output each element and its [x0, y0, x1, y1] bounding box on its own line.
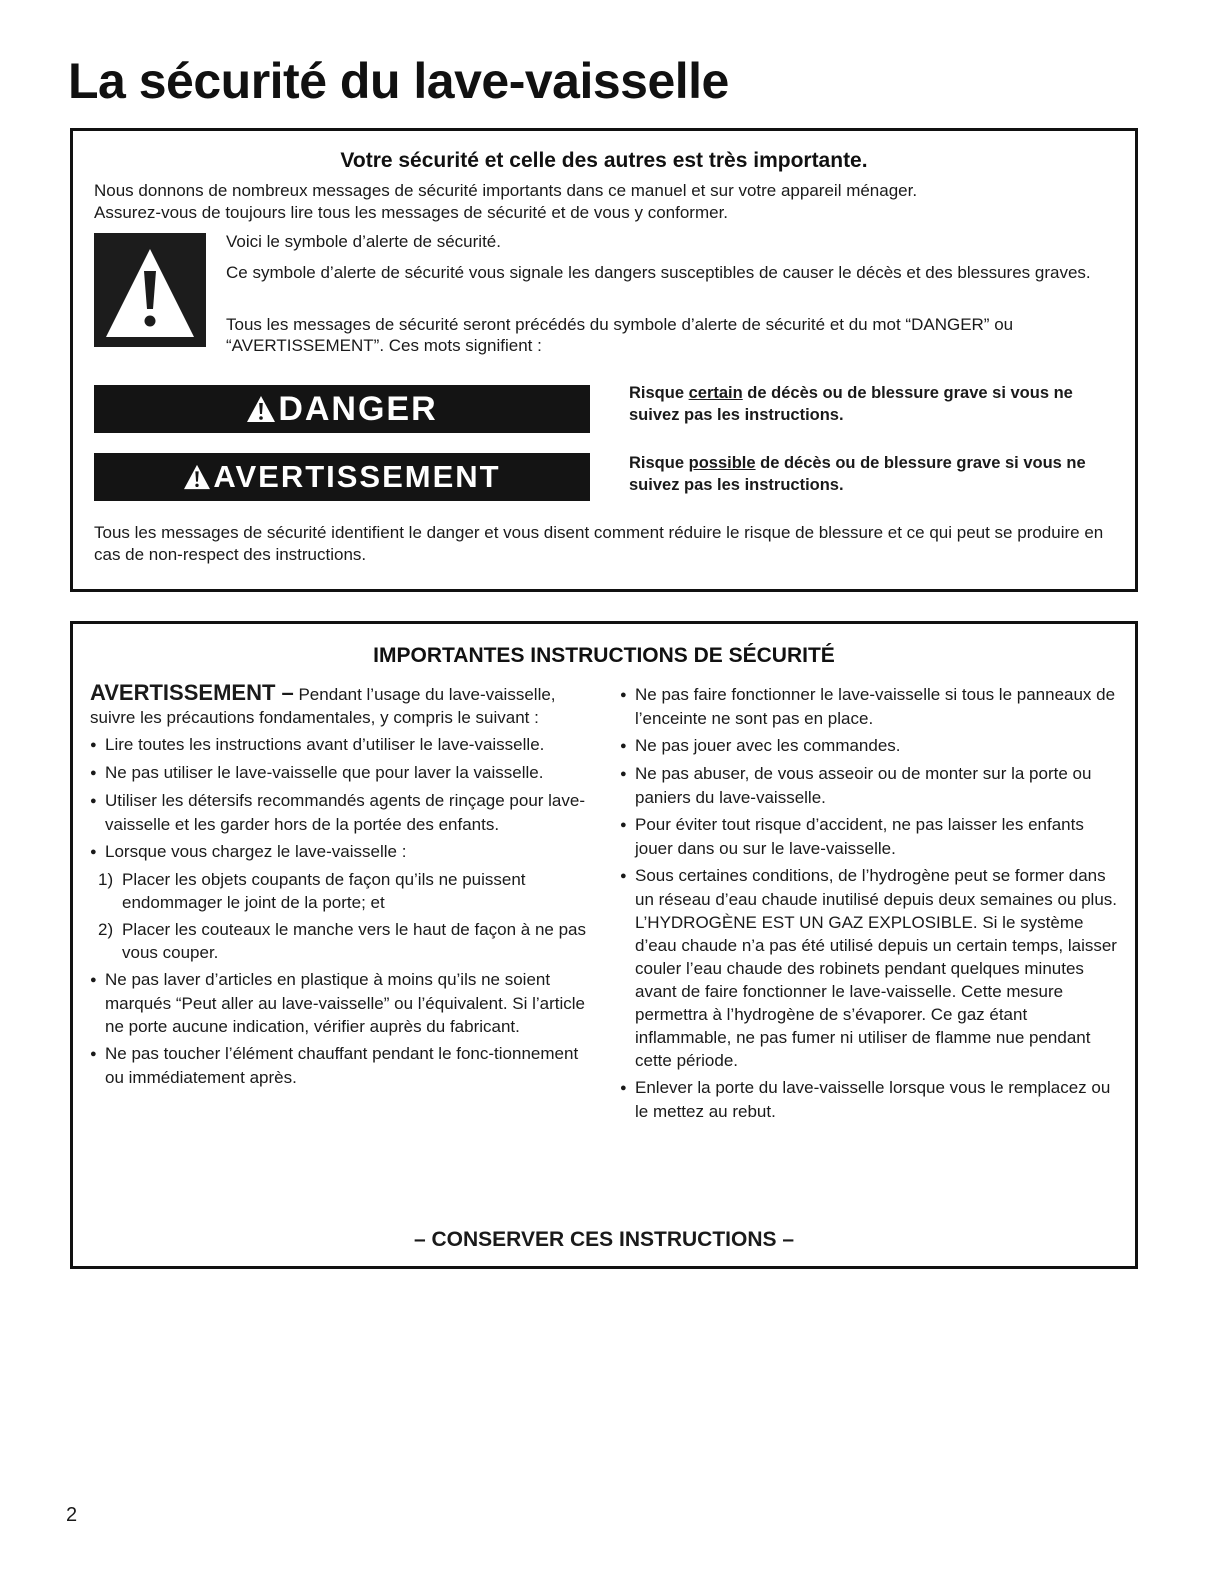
- warning-desc-emphasis: possible: [688, 454, 756, 472]
- bullet-icon: ●: [90, 974, 97, 986]
- danger-desc-post: de décès ou de blessure grave si vous ne suivez pas les instructions.: [629, 384, 1073, 424]
- bullet-icon: ●: [90, 739, 97, 751]
- bullet-icon: ●: [90, 795, 97, 807]
- bullet-icon: ●: [620, 870, 627, 882]
- safety-message-box: [70, 128, 1138, 592]
- warning-text: Pendant l’usage du lave-vaisselle, suivre les précautions fondamentales, y compris le suivant :: [90, 685, 556, 727]
- warning-description: [629, 452, 1109, 496]
- warning-word: AVERTISSEMENT –: [90, 680, 294, 705]
- safety-alert-icon: [94, 233, 206, 347]
- warning-desc-post: de décès ou de blessure grave si vous ne suivez pas les instructions.: [629, 454, 1086, 494]
- numbered-sub-item: 2) Placer les couteaux le manche vers le haut de façon à ne pas vous couper.: [98, 920, 587, 962]
- list-item: ● Ne pas utiliser le lave-vaisselle que pour laver la vaisselle.: [90, 761, 590, 785]
- alert-triangle-icon: [246, 395, 276, 423]
- keep-instructions-note: – CONSERVER CES INSTRUCTIONS –: [413, 1228, 795, 1251]
- instructions-heading: IMPORTANTES INSTRUCTIONS DE SÉCURITÉ: [373, 644, 835, 667]
- list-item: ● Pour éviter tout risque d’accident, ne pas laisser les enfants jouer dans ou sur le lave-vaisselle.: [620, 815, 1084, 858]
- list-item: ● Lorsque vous chargez le lave-vaisselle :: [90, 840, 590, 864]
- list-item: ● Enlever la porte du lave-vaisselle lorsque vous le remplacez ou le mettez au rebut.: [620, 1078, 1111, 1121]
- intro-line-2: Assurez-vous de toujours lire tous les messages de sécurité et de vous y conformer.: [94, 203, 729, 222]
- symbol-text-3: Tous les messages de sécurité seront précédés du symbole d’alerte de sécurité et du mot “DANGER” ou “AVERTISSEMENT”. Ces mots signifient :: [226, 315, 1014, 355]
- bullet-icon: ●: [620, 740, 627, 752]
- list-item: ● Ne pas jouer avec les commandes.: [620, 734, 1120, 758]
- list-item: ● Ne pas abuser, de vous asseoir ou de monter sur la porte ou paniers du lave-vaisselle.: [620, 764, 1092, 807]
- bullet-icon: ●: [90, 767, 97, 779]
- page-number: 2: [66, 1504, 78, 1526]
- list-item: ● Lire toutes les instructions avant d’utiliser le lave-vaisselle.: [90, 733, 590, 757]
- symbol-text-2: Ce symbole d’alerte de sécurité vous signale les dangers susceptibles de causer le décès et des blessures graves.: [226, 263, 1091, 282]
- bullet-icon: ●: [620, 689, 627, 701]
- safety-heading: Votre sécurité et celle des autres est très importante.: [340, 149, 868, 172]
- numbered-sub-item: 1) Placer les objets coupants de façon qu’ils ne puissent endommager le joint de la porte; et: [98, 870, 526, 912]
- warning-desc-pre: Risque: [629, 454, 689, 472]
- instructions-right-column: [620, 681, 1120, 1123]
- danger-signal-bar: [94, 385, 590, 433]
- bullet-icon: ●: [90, 1048, 97, 1060]
- danger-desc-pre: Risque: [629, 384, 689, 402]
- page-title: La sécurité du lave-vaisselle: [68, 53, 729, 109]
- instructions-left-column: [90, 681, 590, 1089]
- list-item: ● Utiliser les détersifs recommandés agents de rinçage pour lave-vaisselle et les garder hors de la portée des enfants.: [90, 791, 586, 834]
- intro-line-1: Nous donnons de nombreux messages de sécurité importants dans ce manuel et sur votre appareil ménager.: [94, 181, 918, 200]
- warning-paragraph: [90, 681, 590, 729]
- bullet-icon: ●: [620, 1082, 627, 1094]
- danger-description: [629, 382, 1109, 426]
- list-item: ● Ne pas laver d’articles en plastique à moins qu’ils ne soient marqués “Peut aller au lave-vaisselle” ou l’équivalent. Si l’article ne porte aucune indication, vérifier auprès du fabricant.: [90, 970, 586, 1036]
- instructions-box: [70, 621, 1138, 1269]
- list-item: ● Ne pas faire fonctionner le lave-vaisselle si tous le panneaux de l’enceinte ne sont pas en place.: [620, 685, 1116, 728]
- list-item: ● Ne pas toucher l’élément chauffant pendant le fonc-tionnement ou immédiatement après.: [90, 1044, 579, 1087]
- warning-label: AVERTISSEMENT: [213, 459, 501, 494]
- bullet-icon: ●: [620, 819, 627, 831]
- symbol-text-1: Voici le symbole d’alerte de sécurité.: [226, 232, 501, 251]
- danger-label: DANGER: [278, 389, 438, 428]
- warning-signal-bar: [94, 453, 590, 501]
- list-item: ● Sous certaines conditions, de l’hydrogène peut se former dans un réseau d’eau chaude inutilisé depuis deux semaines ou plus. L’HYDROGÈNE EST UN GAZ EXPLOSIBLE. Si le système d’eau chaude n’a pas été utilisé depuis un certain temps, laisser couler l’eau chaude des robinets pendant quelques minutes avant de faire fonctionner le lave-vaisselle. Cette mesure permettra à l’hydrogène de s’évaporer. Ce gaz étant inflammable, ne pas fumer ni utiliser de flamme nue pendant cette période.: [620, 866, 1117, 1070]
- bullet-icon: ●: [90, 846, 97, 858]
- danger-desc-emphasis: certain: [688, 384, 743, 402]
- alert-triangle-icon: [183, 464, 211, 490]
- bullet-icon: ●: [620, 768, 627, 780]
- safety-footer-text: Tous les messages de sécurité identifient le danger et vous disent comment réduire le risque de blessure et ce qui peut se produire en cas de non-respect des instructions.: [94, 523, 1104, 564]
